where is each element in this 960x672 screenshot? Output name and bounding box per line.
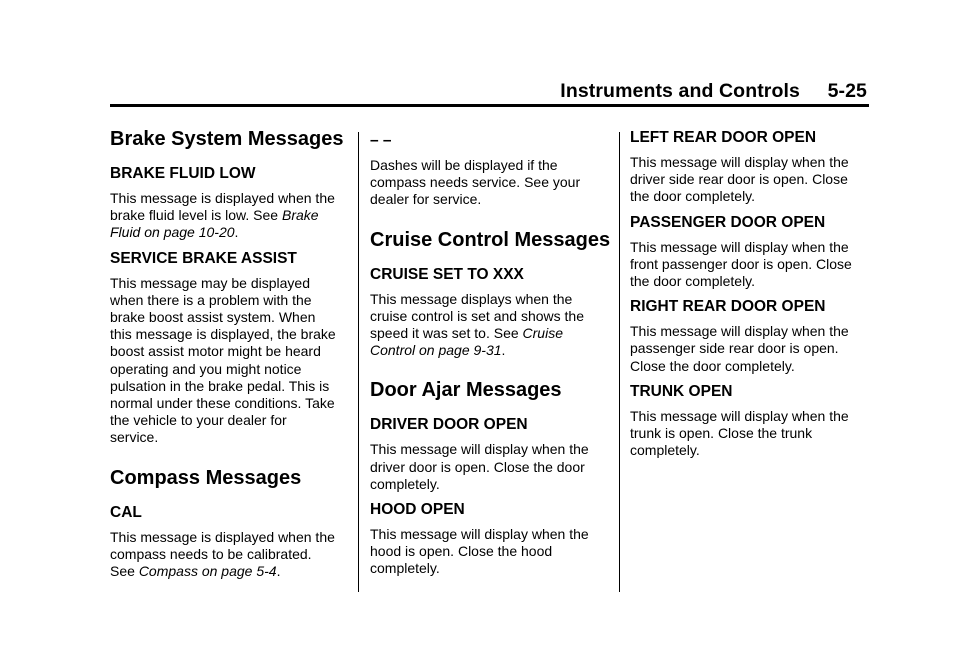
paragraph-driver-door-open bbox=[370, 441, 608, 493]
text-line: This message will display when the bbox=[630, 154, 849, 170]
text-line bbox=[110, 207, 348, 224]
text-line: dealer for service. bbox=[370, 191, 482, 208]
paragraph-cruise-set bbox=[370, 291, 608, 360]
text-line: boost assist motor might be heard bbox=[110, 343, 321, 360]
paragraph-brake-fluid-low bbox=[110, 190, 348, 242]
text-line: trunk is open. Close the trunk bbox=[630, 425, 813, 442]
column-divider-2 bbox=[619, 132, 620, 592]
subheading-hood-open: HOOD OPEN bbox=[370, 501, 465, 519]
paragraph-cal bbox=[110, 529, 348, 581]
text-line: hood is open. Close the hood bbox=[370, 543, 553, 560]
text-line: the vehicle to your dealer for bbox=[110, 412, 287, 429]
text-fragment: . bbox=[501, 342, 506, 359]
text-fragment: brake fluid level is low. See bbox=[110, 207, 282, 224]
text-line bbox=[370, 325, 608, 342]
text-line: compass needs to be calibrated. bbox=[110, 545, 312, 562]
text-line: service. bbox=[110, 429, 159, 446]
paragraph-passenger-door-open bbox=[630, 239, 868, 291]
text-line: passenger side rear door is open. bbox=[630, 340, 839, 357]
page-header bbox=[110, 80, 869, 104]
cross-reference-link[interactable]: Compass on page 5-4 bbox=[138, 563, 277, 580]
text-line: This message displays when the bbox=[370, 290, 573, 307]
text-line: This message may be displayed bbox=[110, 274, 310, 291]
text-fragment: . bbox=[276, 563, 281, 580]
text-line: operating and you might notice bbox=[110, 360, 302, 377]
subheading-brake-fluid-low: BRAKE FLUID LOW bbox=[110, 165, 256, 182]
text-fragment: . bbox=[234, 224, 239, 241]
text-line: the door completely. bbox=[630, 273, 756, 290]
text-line: front passenger door is open. Close bbox=[630, 255, 852, 272]
section-title: Instruments and Controls bbox=[560, 80, 800, 102]
text-line bbox=[110, 563, 348, 580]
text-line: This message will display when the bbox=[370, 441, 589, 458]
text-line: Dashes will be displayed if the bbox=[370, 157, 558, 173]
paragraph-hood-open bbox=[370, 526, 608, 578]
text-line: normal under these conditions. Take bbox=[110, 395, 335, 412]
paragraph-right-rear-door-open bbox=[630, 323, 868, 375]
heading-door-ajar-messages: Door Ajar Messages bbox=[370, 379, 562, 402]
cross-reference-link[interactable]: Brake bbox=[281, 207, 319, 224]
text-line: completely. bbox=[370, 475, 440, 492]
text-line bbox=[110, 224, 348, 241]
text-line: when there is a problem with the bbox=[110, 291, 312, 308]
cross-reference-link[interactable]: Control on page 9-31 bbox=[370, 342, 502, 359]
paragraph-trunk-open bbox=[630, 408, 868, 460]
text-line: Close the door completely. bbox=[630, 357, 795, 374]
heading-cruise-control-messages: Cruise Control Messages bbox=[370, 228, 611, 251]
subheading-dashes: – – bbox=[370, 132, 392, 149]
text-line: driver door is open. Close the door bbox=[370, 458, 585, 475]
text-line: This message will display when the bbox=[370, 526, 589, 543]
text-line: This message is displayed when the bbox=[110, 528, 335, 545]
column-divider-1 bbox=[358, 132, 359, 592]
text-fragment: speed it was set to. See bbox=[370, 325, 523, 342]
heading-brake-system-messages: Brake System Messages bbox=[110, 128, 344, 150]
cross-reference-link[interactable]: Fluid on page 10-20 bbox=[110, 224, 235, 241]
text-line: This message will display when the bbox=[630, 323, 849, 340]
subheading-right-rear-door-open: RIGHT REAR DOOR OPEN bbox=[630, 298, 826, 316]
subheading-cruise-set: CRUISE SET TO XXX bbox=[370, 265, 524, 283]
text-line: This message is displayed when the bbox=[110, 190, 335, 206]
subheading-driver-door-open: DRIVER DOOR OPEN bbox=[370, 416, 528, 434]
paragraph-service-brake-assist bbox=[110, 275, 348, 447]
text-line: driver side rear door is open. Close bbox=[630, 171, 848, 188]
subheading-left-rear-door-open: LEFT REAR DOOR OPEN bbox=[630, 129, 817, 146]
text-line: this message is displayed, the brake bbox=[110, 326, 336, 343]
paragraph-left-rear-door-open bbox=[630, 154, 868, 206]
text-line: This message will display when the bbox=[630, 238, 849, 255]
text-line: the door completely. bbox=[630, 188, 756, 205]
subheading-cal: CAL bbox=[110, 503, 142, 521]
text-line: This message will display when the bbox=[630, 407, 849, 424]
header-rule bbox=[110, 104, 869, 107]
text-line: completely. bbox=[370, 560, 440, 577]
subheading-service-brake-assist: SERVICE BRAKE ASSIST bbox=[110, 249, 297, 267]
heading-compass-messages: Compass Messages bbox=[110, 466, 302, 489]
text-line: compass needs service. See your bbox=[370, 174, 581, 191]
column-2 bbox=[370, 122, 611, 584]
page-number: 5-25 bbox=[827, 80, 867, 102]
text-line: completely. bbox=[630, 442, 700, 459]
cross-reference-link[interactable]: Cruise bbox=[522, 325, 563, 342]
subheading-passenger-door-open: PASSENGER DOOR OPEN bbox=[630, 213, 826, 231]
text-line: cruise control is set and shows the bbox=[370, 307, 584, 324]
header-text bbox=[560, 80, 867, 103]
column-1 bbox=[110, 122, 348, 586]
text-line: pulsation in the brake pedal. This is bbox=[110, 377, 330, 394]
text-fragment: See bbox=[110, 563, 139, 580]
paragraph-dashes bbox=[370, 157, 608, 209]
column-3 bbox=[630, 122, 868, 465]
text-line: brake boost assist system. When bbox=[110, 309, 316, 326]
text-line bbox=[370, 342, 608, 359]
subheading-trunk-open: TRUNK OPEN bbox=[630, 382, 733, 400]
